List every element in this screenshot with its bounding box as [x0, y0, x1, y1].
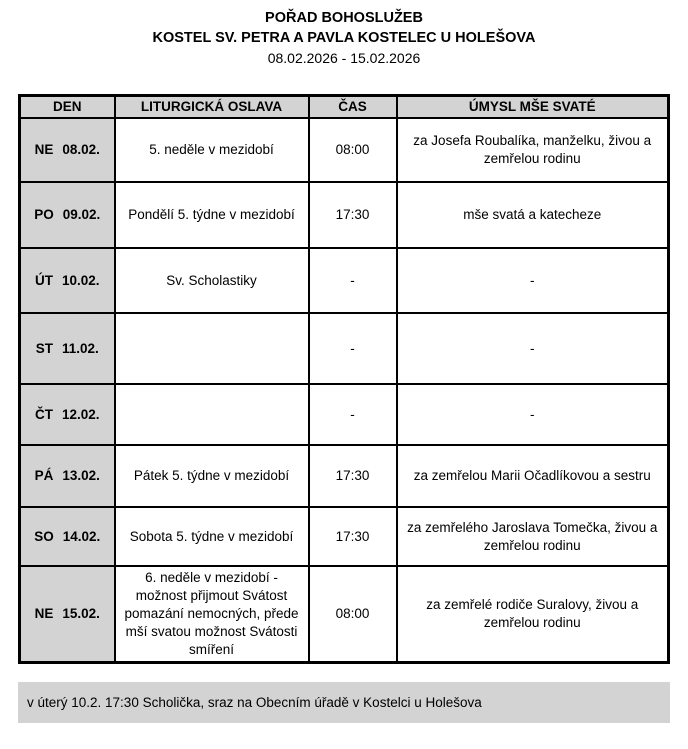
day-abbr: ST: [35, 340, 53, 356]
time-cell: -: [309, 313, 397, 384]
day-date: 11.02.: [61, 340, 99, 356]
celebration-cell: Pondělí 5. týdne v mezidobí: [115, 182, 309, 248]
table-row: [20, 313, 669, 384]
day-cell: [20, 248, 115, 313]
intention-cell: -: [397, 384, 669, 445]
time-cell: 17:30: [309, 182, 397, 248]
day-cell: [20, 445, 115, 507]
day-date: 12.02.: [61, 406, 100, 422]
intention-cell: za zemřelé rodiče Suralovy, živou a zemřelou rodinu: [397, 566, 669, 663]
table-row: [20, 182, 669, 248]
celebration-cell: Sv. Scholastiky: [115, 248, 309, 313]
title-block: [18, 8, 670, 69]
day-abbr: ČT: [34, 406, 53, 422]
day-abbr: PO: [34, 207, 54, 222]
day-date: 15.02.: [62, 606, 100, 621]
intention-cell: za Josefa Roubalíka, manželku, živou a zemřelou rodinu: [397, 118, 669, 182]
day-abbr: SO: [34, 528, 54, 544]
celebration-cell: 6. neděle v mezidobí - možnost přijmout Svátost pomazání nemocných, přede mší svatou možnost Svátosti smíření: [115, 566, 309, 663]
time-cell: 08:00: [309, 118, 397, 182]
column-header-intention: ÚMYSL MŠE SVATÉ: [397, 96, 669, 119]
time-cell: 17:30: [309, 507, 397, 566]
footer-note-bar: [18, 682, 670, 723]
day-cell: [20, 507, 115, 566]
time-cell: 08:00: [309, 566, 397, 663]
column-header-day: DEN: [20, 96, 115, 119]
day-abbr: PÁ: [34, 468, 54, 483]
intention-cell: -: [397, 248, 669, 313]
celebration-cell: [115, 313, 309, 384]
day-date: 14.02.: [62, 528, 101, 544]
day-abbr: NE: [34, 606, 54, 621]
intention-cell: -: [397, 313, 669, 384]
day-cell: [20, 118, 115, 182]
table-row: [20, 507, 669, 566]
time-cell: -: [309, 248, 397, 313]
table-row: [20, 566, 669, 663]
day-date: 10.02.: [61, 272, 100, 288]
celebration-cell: Pátek 5. týdne v mezidobí: [115, 445, 309, 507]
day-cell: [20, 182, 115, 248]
day-abbr: ÚT: [34, 272, 53, 288]
day-cell: [20, 313, 115, 384]
time-cell: -: [309, 384, 397, 445]
table-row: [20, 384, 669, 445]
celebration-cell: 5. neděle v mezidobí: [115, 118, 309, 182]
header-row: [20, 96, 669, 119]
intention-cell: mše svatá a katecheze: [397, 182, 669, 248]
day-abbr: NE: [34, 142, 54, 157]
footer-note: v úterý 10.2. 17:30 Scholička, sraz na Obecním úřadě v Kostelci u Holešova: [27, 694, 482, 710]
day-date: 08.02.: [62, 142, 100, 157]
date-range: 08.02.2026 - 15.02.2026: [267, 50, 421, 66]
day-cell: [20, 566, 115, 663]
celebration-cell: [115, 384, 309, 445]
day-date: 09.02.: [62, 207, 101, 222]
intention-cell: za zemřelého Jaroslava Tomečka, živou a zemřelou rodinu: [397, 507, 669, 566]
column-header-celebration: LITURGICKÁ OSLAVA: [115, 96, 309, 119]
time-cell: 17:30: [309, 445, 397, 507]
table-row: [20, 445, 669, 507]
church-name: KOSTEL SV. PETRA A PAVLA KOSTELEC U HOLEŠOVA: [152, 30, 536, 46]
intention-cell: za zemřelou Marii Očadlíkovou a sestru: [397, 445, 669, 507]
table-row: [20, 118, 669, 182]
celebration-cell: Sobota 5. týdne v mezidobí: [115, 507, 309, 566]
day-cell: [20, 384, 115, 445]
column-header-time: ČAS: [309, 96, 397, 119]
schedule-table: [18, 94, 670, 664]
day-date: 13.02.: [62, 468, 100, 483]
page-title: POŘAD BOHOSLUŽEB: [265, 10, 423, 26]
table-row: [20, 248, 669, 313]
